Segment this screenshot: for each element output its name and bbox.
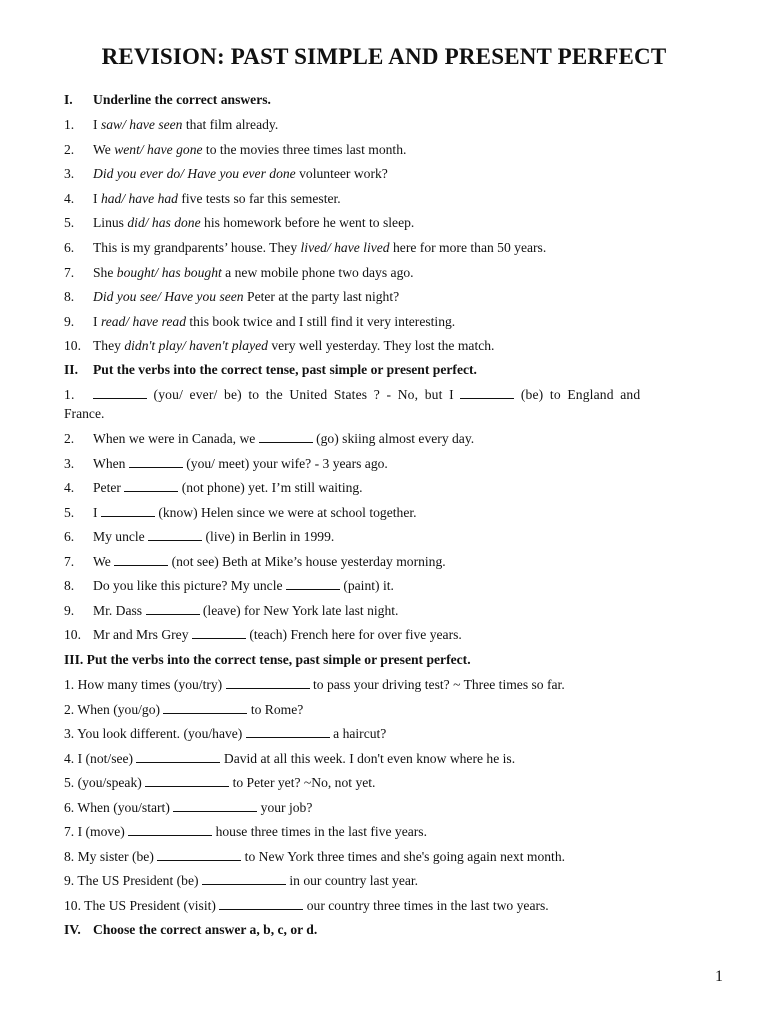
list-item: [64, 702, 303, 718]
answer-options[interactable]: went/ have gone: [114, 141, 203, 157]
item-number: 7.: [64, 264, 75, 280]
item-number: 10.: [64, 338, 81, 354]
list-item: [64, 117, 278, 133]
answer-options[interactable]: didn't play/ haven't played: [124, 338, 268, 354]
answer-blank[interactable]: [146, 603, 200, 615]
item-text: (leave) for New York late last night.: [199, 602, 399, 618]
item-text: (you/ meet) your wife? - 3 years ago.: [182, 455, 388, 471]
list-item: [64, 751, 515, 767]
worksheet-title: REVISION: PAST SIMPLE AND PRESENT PERFECT: [101, 44, 667, 69]
item-text: five tests so far this semester.: [177, 190, 341, 206]
answer-blank[interactable]: [259, 431, 313, 443]
item-number: 7.: [64, 553, 75, 569]
list-item: [64, 387, 640, 403]
item-text: When (you/start): [77, 799, 174, 815]
item-text: They: [93, 338, 125, 354]
item-text: a haircut?: [329, 726, 387, 741]
item-number: 4.: [64, 750, 78, 766]
item-text: When: [93, 455, 129, 471]
answer-blank[interactable]: [93, 387, 147, 399]
list-item: [64, 142, 406, 158]
list-item: [64, 480, 363, 496]
item-number: 2.: [64, 431, 75, 446]
section-number: IV.: [64, 922, 81, 937]
list-item: [64, 824, 427, 840]
item-text: Peter at the party last night?: [243, 289, 400, 305]
item-text: David at all this week. I don't even know where he is.: [220, 750, 516, 766]
item-number: 2.: [64, 141, 75, 157]
item-text: We: [93, 553, 115, 569]
item-text: very well yesterday. They lost the match.: [267, 338, 495, 354]
item-number: 3.: [64, 166, 75, 182]
answer-blank[interactable]: [145, 775, 229, 787]
answer-blank[interactable]: [101, 505, 155, 517]
list-item: [64, 873, 418, 889]
item-text: I (move): [77, 824, 129, 839]
item-text: to pass your driving test? ~ Three times so far.: [309, 677, 565, 692]
page-number: 1: [715, 968, 723, 985]
section-heading-text: Put the verbs into the correct tense, past simple or present perfect.: [93, 362, 477, 377]
answer-blank[interactable]: [114, 554, 168, 566]
list-item: [64, 898, 549, 914]
answer-blank[interactable]: [246, 726, 330, 738]
item-text: here for more than 50 years.: [389, 240, 547, 255]
answer-blank[interactable]: [157, 849, 241, 861]
item-text: You look different. (you/have): [77, 726, 246, 741]
list-item: [64, 431, 474, 447]
list-item: [64, 215, 414, 231]
item-text: My sister (be): [77, 848, 158, 864]
item-text: (know) Helen since we were at school together.: [154, 504, 417, 520]
section-heading-text: Choose the correct answer a, b, c, or d.: [93, 922, 318, 937]
answer-blank[interactable]: [163, 702, 247, 714]
list-item: [64, 627, 462, 643]
item-text: I: [93, 117, 101, 132]
item-number: 9.: [64, 873, 78, 888]
list-item: [64, 603, 398, 619]
section-heading-text: Underline the correct answers.: [93, 92, 271, 107]
item-text: My uncle: [93, 529, 149, 544]
item-text: Peter: [93, 480, 125, 495]
list-item: [64, 191, 341, 207]
item-text: I: [93, 504, 101, 520]
item-text: She: [93, 264, 117, 280]
item-number: 9.: [64, 602, 75, 618]
answer-blank[interactable]: [202, 873, 286, 885]
list-item: [64, 775, 375, 791]
answer-blank[interactable]: [460, 387, 514, 399]
answer-blank[interactable]: [219, 898, 303, 910]
item-text: to Rome?: [247, 701, 304, 717]
item-number: 2.: [64, 701, 78, 717]
list-item: [64, 578, 394, 594]
item-text: Do you like this picture? My uncle: [93, 578, 286, 593]
list-item: [64, 456, 388, 472]
answer-blank[interactable]: [173, 800, 257, 812]
list-item: [64, 240, 546, 256]
item-text: The US President (visit): [84, 897, 220, 913]
item-text: in our country last year.: [285, 873, 419, 888]
item-text: Mr and Mrs Grey: [93, 627, 192, 642]
list-item: [64, 265, 414, 281]
item-number: 3.: [64, 455, 75, 471]
item-text: When (you/go): [77, 701, 164, 717]
list-item: [64, 726, 386, 742]
item-text: I (not/see): [77, 750, 137, 766]
answer-options[interactable]: bought/ has bought: [116, 264, 222, 280]
item-number: 4.: [64, 480, 75, 495]
item-text: his homework before he went to sleep.: [200, 215, 415, 231]
item-text: to the movies three times last month.: [202, 141, 407, 157]
answer-blank[interactable]: [136, 751, 220, 763]
answer-blank[interactable]: [286, 578, 340, 590]
item-text: (you/speak): [77, 775, 146, 790]
item-text: Linus: [93, 215, 128, 231]
answer-blank[interactable]: [148, 529, 202, 541]
item-number: 1.: [64, 677, 78, 692]
answer-blank[interactable]: [128, 824, 212, 836]
item-number: 7.: [64, 824, 78, 839]
item-number: 5.: [64, 504, 75, 520]
list-item: [64, 529, 334, 545]
item-number: 10.: [64, 627, 81, 642]
item-text: I: [93, 313, 101, 329]
item-text: (teach) French here for over five years.: [245, 627, 462, 642]
list-item: [64, 338, 494, 354]
section-3-heading: III. Put the verbs into the correct tense, past simple or present perfect.: [64, 652, 471, 667]
item-number: 1.: [64, 387, 75, 402]
item-text: (go) skiing almost every day.: [312, 431, 475, 446]
item-number: 9.: [64, 313, 75, 329]
list-item: [64, 554, 446, 570]
list-item: [64, 166, 388, 182]
answer-options[interactable]: Did you ever do/ Have you ever done: [93, 166, 296, 182]
item-text: your job?: [257, 799, 313, 815]
item-text: (paint) it.: [339, 578, 394, 593]
item-number: 4.: [64, 190, 75, 206]
item-text: This is my grandparents’ house. They: [93, 240, 301, 255]
answer-options[interactable]: lived/ have lived: [300, 240, 390, 255]
list-item: [64, 289, 399, 305]
item-text: We: [93, 141, 115, 157]
item-text: to New York three times and she's going again next month.: [241, 848, 566, 864]
list-item: [64, 505, 417, 521]
item-text: house three times in the last five years.: [212, 824, 427, 839]
section-4-heading: [64, 922, 317, 938]
item-text: a new mobile phone two days ago.: [221, 264, 414, 280]
item-text: volunteer work?: [295, 166, 388, 182]
item-text: Mr. Dass: [93, 602, 146, 618]
section-2-heading: [64, 362, 477, 378]
list-item-continuation: France.: [64, 406, 105, 421]
item-text: (live) in Berlin in 1999.: [202, 529, 335, 544]
item-number: 8.: [64, 289, 75, 305]
list-item: [64, 677, 565, 693]
section-1-heading: [64, 92, 271, 108]
item-text: our country three times in the last two years.: [303, 897, 549, 913]
list-item: [64, 314, 455, 330]
answer-options[interactable]: read/ have read: [100, 313, 186, 329]
item-number: 8.: [64, 848, 78, 864]
list-item: [64, 800, 312, 816]
item-text: (be) to England and: [514, 387, 641, 402]
item-number: 3.: [64, 726, 78, 741]
item-text: (not see) Beth at Mike’s house yesterday morning.: [168, 553, 446, 569]
answer-options[interactable]: had/ have had: [100, 190, 178, 206]
answer-blank[interactable]: [192, 627, 246, 639]
item-text: How many times (you/try): [77, 677, 226, 692]
answer-blank[interactable]: [129, 456, 183, 468]
item-number: 5.: [64, 775, 78, 790]
answer-blank[interactable]: [124, 480, 178, 492]
item-number: 6.: [64, 799, 78, 815]
list-item: [64, 849, 565, 865]
section-number: I.: [64, 92, 73, 107]
answer-options[interactable]: Did you see/ Have you seen: [93, 289, 244, 305]
item-text: that film already.: [182, 117, 279, 132]
item-number: 6.: [64, 529, 75, 544]
answer-options[interactable]: did/ has done: [127, 215, 201, 231]
item-number: 8.: [64, 578, 75, 593]
item-text: When we were in Canada, we: [93, 431, 259, 446]
item-text: this book twice and I still find it very interesting.: [186, 313, 456, 329]
answer-options[interactable]: saw/ have seen: [100, 117, 183, 132]
item-number: 10.: [64, 897, 85, 913]
section-number: II.: [64, 362, 78, 377]
item-text: (you/ ever/ be) to the United States ? - No, but I: [147, 387, 461, 402]
item-number: 6.: [64, 240, 75, 255]
item-text: The US President (be): [77, 873, 202, 888]
item-number: 1.: [64, 117, 75, 132]
item-text: I: [93, 190, 101, 206]
item-text: (not phone) yet. I’m still waiting.: [178, 480, 363, 495]
item-number: 5.: [64, 215, 75, 231]
answer-blank[interactable]: [226, 677, 310, 689]
item-text: to Peter yet? ~No, not yet.: [229, 775, 376, 790]
